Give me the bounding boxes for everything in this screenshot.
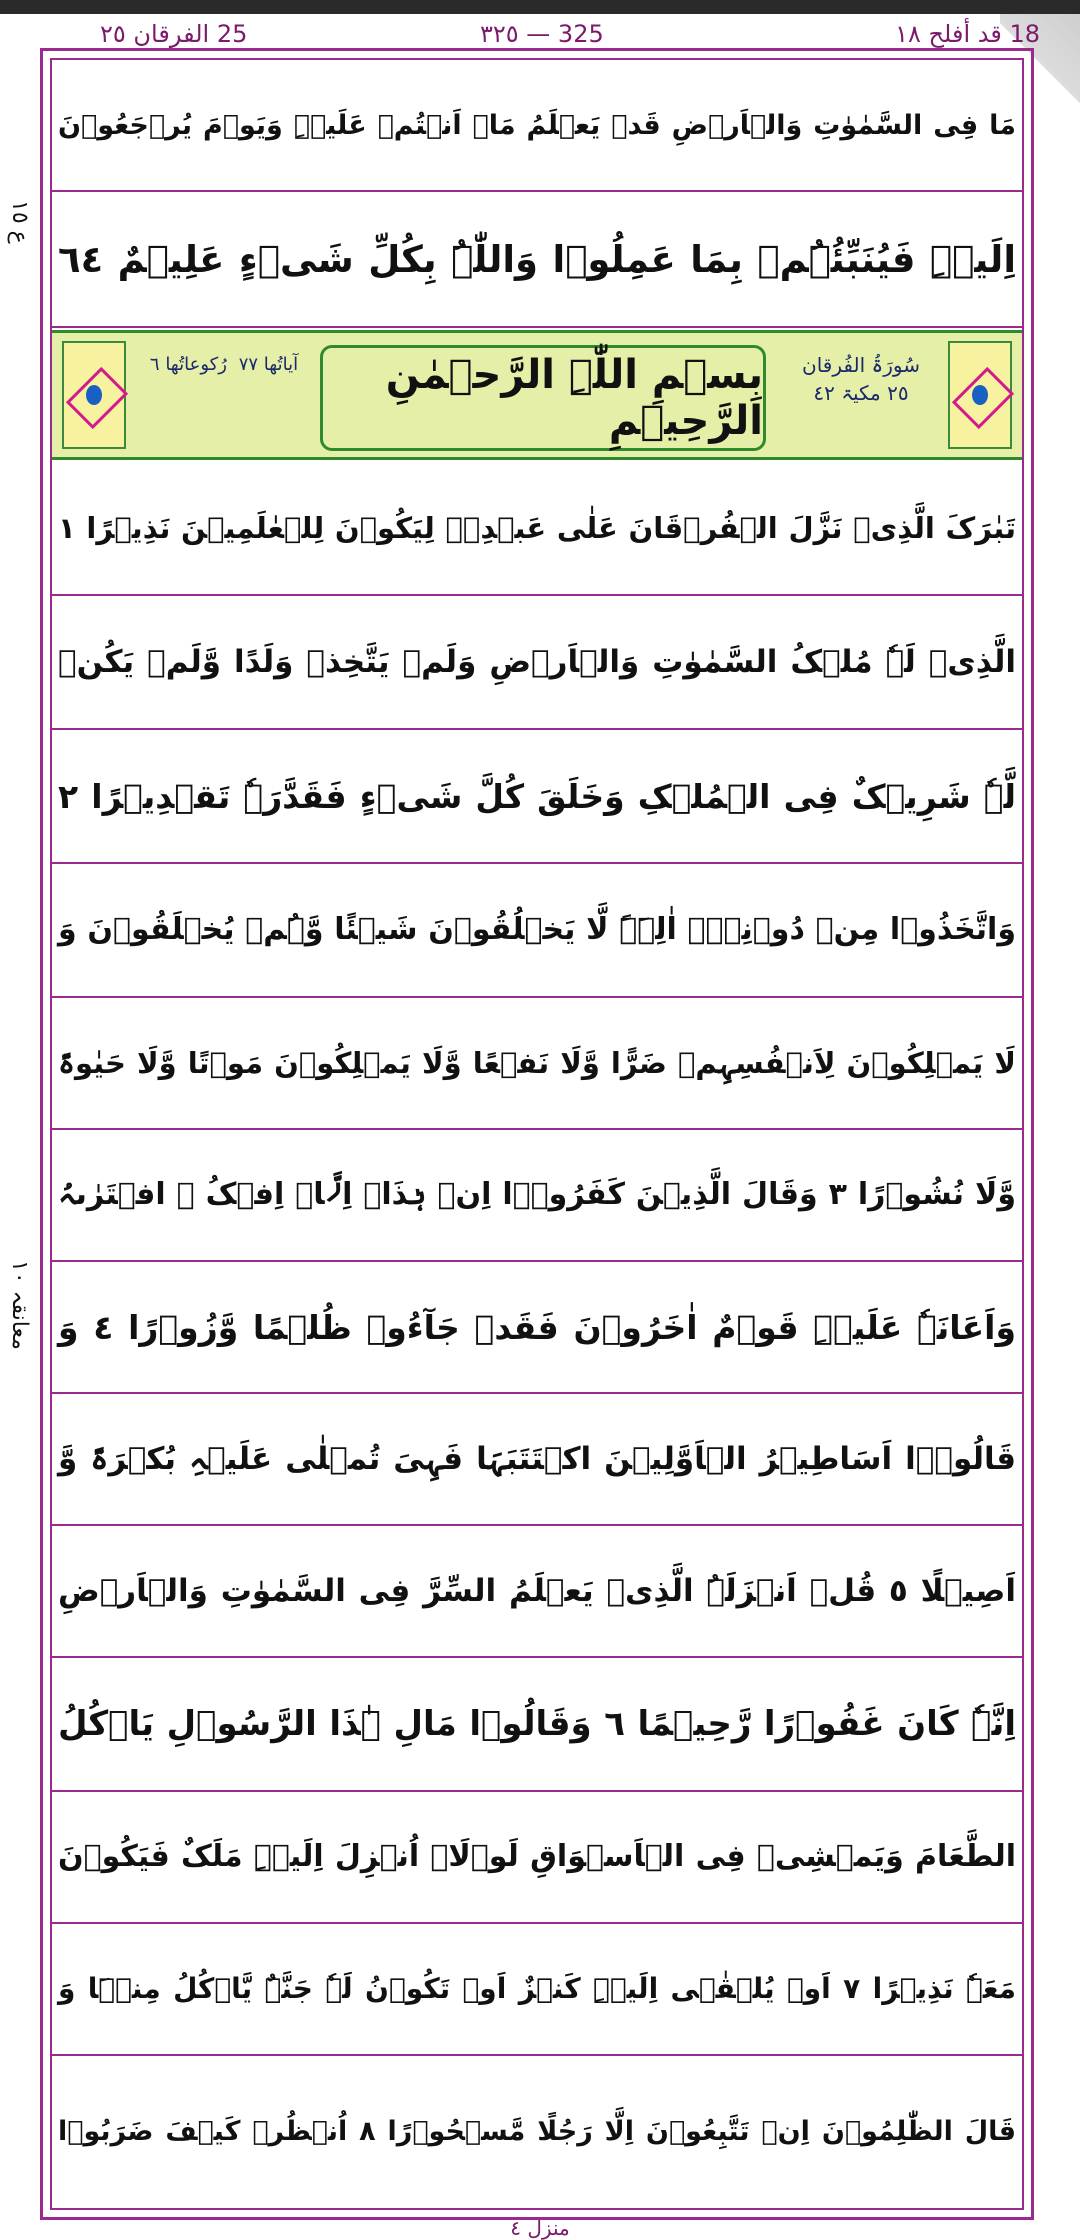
ornament-left-icon — [62, 341, 126, 449]
ruku-count: رُکوعاتُھا ٦ — [149, 354, 227, 375]
text-line-3 — [52, 462, 1022, 596]
text-line-12 — [52, 1658, 1022, 1792]
line-text: مَعَہٗ نَذِیۡرًا ٧ اَوۡ یُلۡقٰۤی اِلَیۡہِ کَنۡزٌ اَوۡ تَکُوۡنُ لَہٗ جَنَّۃٌ یَّاۡکُلُ مِنۡہَا وَ — [58, 1972, 1017, 2005]
text-line-14 — [52, 1924, 1022, 2056]
surah-title — [796, 351, 926, 441]
page-number: ٣٢٥ — 325 — [480, 20, 604, 48]
line-text: اِنَّہٗ کَانَ غَفُوۡرًا رَّحِیۡمًا ٦ وَقَالُوۡا مَالِ ہٰذَا الرَّسُوۡلِ یَاۡکُلُ — [58, 1704, 1016, 1744]
line-text: وَاتَّخَذُوۡا مِنۡ دُوۡنِہٖۤ اٰلِہَۃً لَّا یَخۡلُقُوۡنَ شَیۡئًا وَّہُمۡ یُخۡلَقُوۡنَ وَ — [58, 912, 1016, 947]
text-line-9 — [52, 1262, 1022, 1394]
juz-label: 18 قد أفلح ١٨ — [895, 20, 1040, 48]
surah-info — [144, 351, 304, 441]
text-line-5 — [52, 730, 1022, 864]
line-text: تَبٰرَکَ الَّذِیۡ نَزَّلَ الۡفُرۡقَانَ عَلٰی عَبۡدِہٖ لِیَکُوۡنَ لِلۡعٰلَمِیۡنَ نَذِیۡرًا ١ — [58, 510, 1016, 545]
text-line-15 — [52, 2056, 1022, 2206]
text-line-8 — [52, 1130, 1022, 1262]
line-text: وَّلَا نُشُوۡرًا ٣ وَقَالَ الَّذِیۡنَ کَفَرُوۡۤا اِنۡ ہٰذَاۤ اِلَّاۤ اِفۡکُ ۣ افۡتَرٰىہُ — [58, 1177, 1016, 1212]
text-line-13 — [52, 1792, 1022, 1924]
text-line-7 — [52, 998, 1022, 1130]
line-text: لَّہٗ شَرِیۡکٌ فِی الۡمُلۡکِ وَخَلَقَ کُلَّ شَیۡءٍ فَقَدَّرَہٗ تَقۡدِیۡرًا ٢ — [58, 776, 1016, 816]
surah-name-label: سُورَۃُ الفُرقان — [802, 353, 920, 377]
manzil-footer: منزل ٤ — [510, 2216, 570, 2240]
line-text: اِلَیۡہِ فَیُنَبِّئُہُمۡ بِمَا عَمِلُوۡا وَاللّٰہُ بِکُلِّ شَیۡءٍ عَلِیۡمٌ ٦٤ — [58, 237, 1016, 281]
line-text: مَا فِی السَّمٰوٰتِ وَالۡاَرۡضِ قَدۡ یَعۡلَمُ مَاۤ اَنۡتُمۡ عَلَیۡہِ وَیَوۡمَ یُرۡجَعُوۡنَ — [58, 109, 1016, 141]
text-line-11 — [52, 1526, 1022, 1658]
text-line-4 — [52, 596, 1022, 730]
bismillah: بِسۡمِ اللّٰہِ الرَّحۡمٰنِ الرَّحِیۡمِ — [320, 345, 766, 451]
ornament-right-icon — [948, 341, 1012, 449]
surah-number-label: ٢٥ مکیۃ ٤٢ — [813, 381, 909, 405]
surah-label: 25 الفرقان ٢٥ — [100, 20, 248, 48]
line-text: الطَّعَامَ وَیَمۡشِیۡ فِی الۡاَسۡوَاقِ لَوۡلَاۤ اُنۡزِلَ اِلَیۡہِ مَلَکٌ فَیَکُوۡنَ — [58, 1839, 1016, 1874]
text-line-2 — [52, 192, 1022, 328]
ayat-count: آیاتُھا ٧٧ — [238, 354, 299, 375]
line-text: قَالَ الظّٰلِمُوۡنَ اِنۡ تَتَّبِعُوۡنَ اِلَّا رَجُلًا مَّسۡحُوۡرًا ٨ اُنۡظُرۡ کَیۡفَ ضَرَبُوۡا — [58, 2115, 1017, 2147]
line-text: اَصِیۡلًا ٥ قُلۡ اَنۡزَلَہُ الَّذِیۡ یَعۡلَمُ السِّرَّ فِی السَّمٰوٰتِ وَالۡاَرۡضِ — [58, 1572, 1016, 1609]
status-bar — [0, 0, 1080, 14]
text-line-1 — [52, 60, 1022, 192]
line-text: الَّذِیۡ لَہٗ مُلۡکُ السَّمٰوٰتِ وَالۡاَرۡضِ وَلَمۡ یَتَّخِذۡ وَلَدًا وَّلَمۡ یَکُنۡ — [58, 643, 1016, 680]
ruku-margin-mark: ع ١٥ — [7, 200, 32, 244]
text-line-10 — [52, 1394, 1022, 1526]
line-text: قَالُوۡۤا اَسَاطِیۡرُ الۡاَوَّلِیۡنَ اکۡتَتَبَہَا فَہِیَ تُمۡلٰی عَلَیۡہِ بُکۡرَۃً وَّ — [58, 1440, 1016, 1477]
side-margin-mark: معانقہ ١٠ — [7, 1260, 32, 1350]
surah-banner — [52, 330, 1022, 460]
line-text: وَاَعَانَہٗ عَلَیۡہِ قَوۡمٌ اٰخَرُوۡنَ فَقَدۡ جَآءُوۡ ظُلۡمًا وَّزُوۡرًا ٤ وَ — [58, 1307, 1016, 1347]
line-text: لَا یَمۡلِکُوۡنَ لِاَنۡفُسِہِمۡ ضَرًّا وَّلَا نَفۡعًا وَّلَا یَمۡلِکُوۡنَ مَوۡتًا وَّلَا حَیٰوۃً — [58, 1045, 1016, 1080]
text-line-6 — [52, 864, 1022, 998]
